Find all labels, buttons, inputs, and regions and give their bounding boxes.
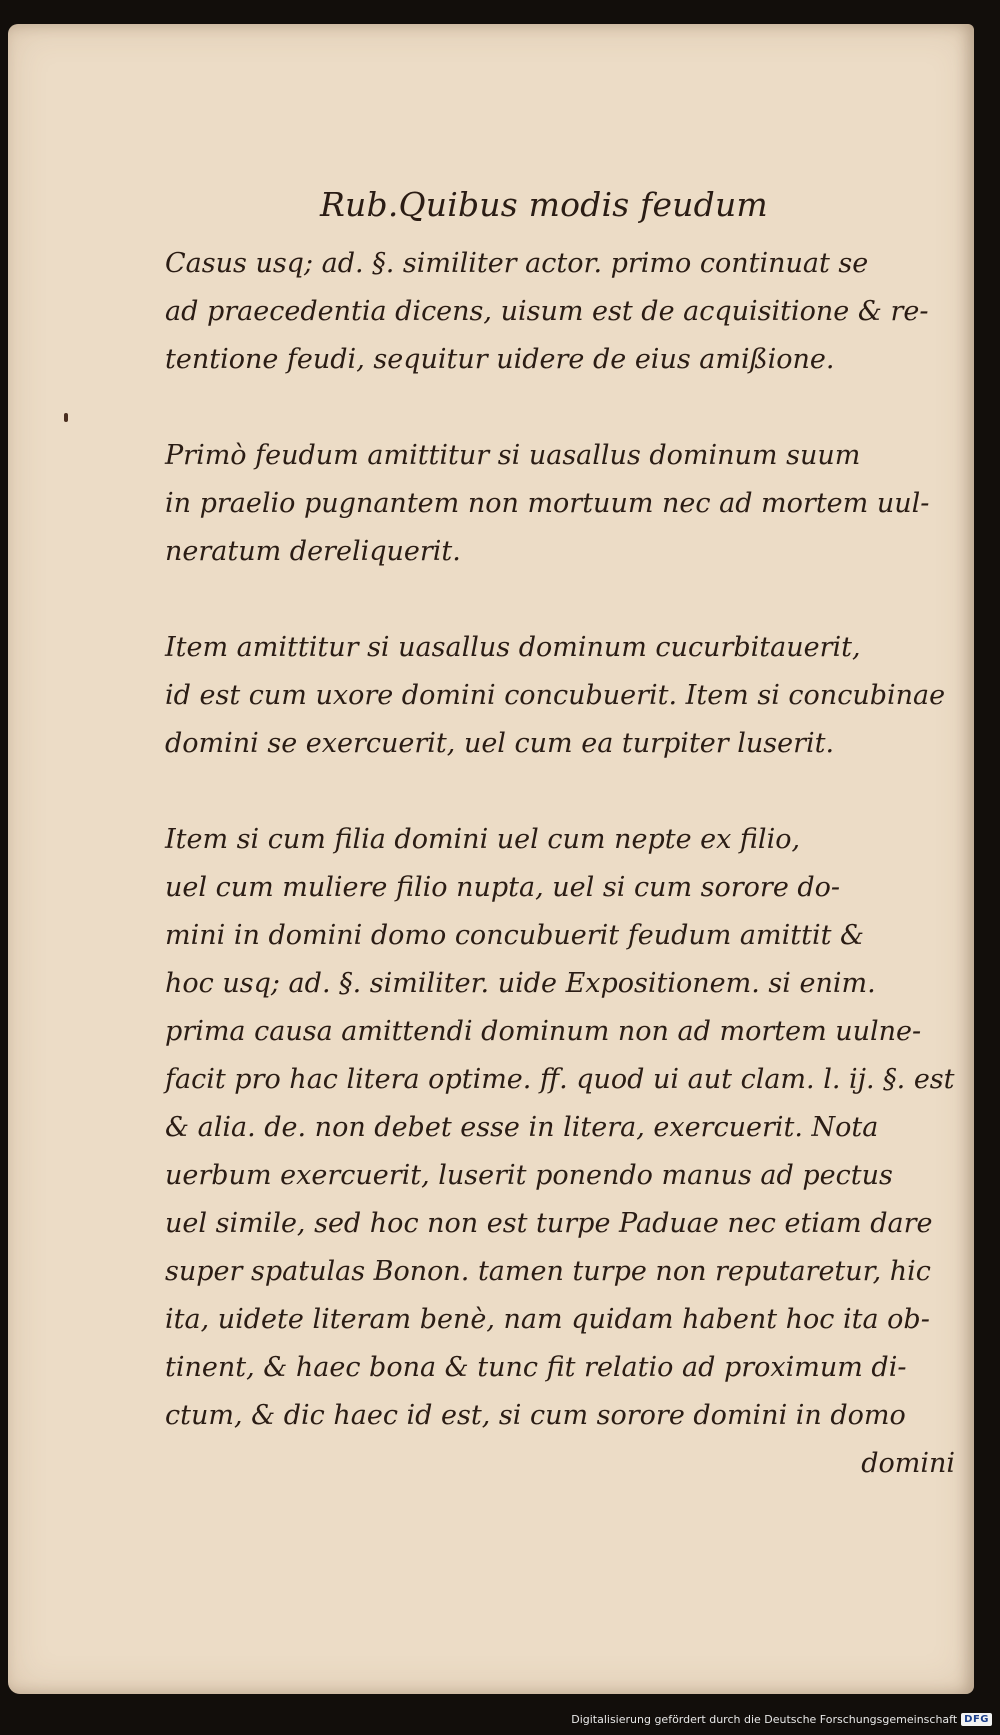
- paragraph-primo: [165, 432, 955, 576]
- text-line: domini se exercuerit, uel cum ea turpiter luserit.: [165, 728, 835, 759]
- text-line: id est cum uxore domini concubuerit. Item si concubinae: [165, 680, 946, 711]
- text-line: & alia. de. non debet esse in litera, exercuerit. Nota: [165, 1112, 879, 1143]
- paragraph-casus: [165, 240, 955, 384]
- ink-mark: [64, 413, 68, 422]
- text-line: Item amittitur si uasallus dominum cucurbitauerit,: [165, 632, 861, 663]
- dfg-logo: DFG: [961, 1713, 992, 1726]
- text-line: hoc usq; ad. §. similiter. uide Expositionem. si enim.: [165, 968, 876, 999]
- text-line: Casus usq; ad. §. similiter actor. primo continuat se: [165, 248, 869, 279]
- text-line: tentione feudi, sequitur uidere de eius amißione.: [165, 344, 835, 375]
- text-line: facit pro hac litera optime. ff. quod ui aut clam. l. ij. §. est: [165, 1064, 955, 1095]
- text-line: ad praecedentia dicens, uisum est de acquisitione & re-: [165, 296, 929, 327]
- text-line: uerbum exercuerit, luserit ponendo manus ad pectus: [165, 1160, 893, 1191]
- text-line: Primò feudum amittitur si uasallus dominum suum: [165, 440, 861, 471]
- text-line: neratum dereliquerit.: [165, 536, 461, 567]
- text-line: in praelio pugnantem non mortuum nec ad mortem uul-: [165, 488, 930, 519]
- text-line: mini in domini domo concubuerit feudum amittit &: [165, 920, 865, 951]
- digitization-footer: [571, 1707, 992, 1731]
- page-header: Rub.Quibus modis feudum: [320, 185, 768, 224]
- text-line: Item si cum filia domini uel cum nepte ex filio,: [165, 824, 801, 855]
- text-line: super spatulas Bonon. tamen turpe non reputaretur, hic: [165, 1256, 931, 1287]
- text-line: prima causa amittendi dominum non ad mortem uulne-: [165, 1016, 922, 1047]
- text-line: ctum, & dic haec id est, si cum sorore domini in domo: [165, 1400, 906, 1431]
- text-line: uel cum muliere filio nupta, uel si cum sorore do-: [165, 872, 841, 903]
- text-line: tinent, & haec bona & tunc fit relatio ad proximum di-: [165, 1352, 907, 1383]
- paragraph-item-1: [165, 624, 955, 768]
- paragraph-item-2: [165, 816, 955, 1488]
- text-line: uel simile, sed hoc non est turpe Paduae nec etiam dare: [165, 1208, 933, 1239]
- text-line: ita, uidete literam benè, nam quidam habent hoc ita ob-: [165, 1304, 930, 1335]
- page-body: [165, 240, 955, 1488]
- dfg-credit: Digitalisierung gefördert durch die Deutsche Forschungsgemeinschaft: [571, 1712, 958, 1726]
- catchword: domini: [861, 1448, 955, 1479]
